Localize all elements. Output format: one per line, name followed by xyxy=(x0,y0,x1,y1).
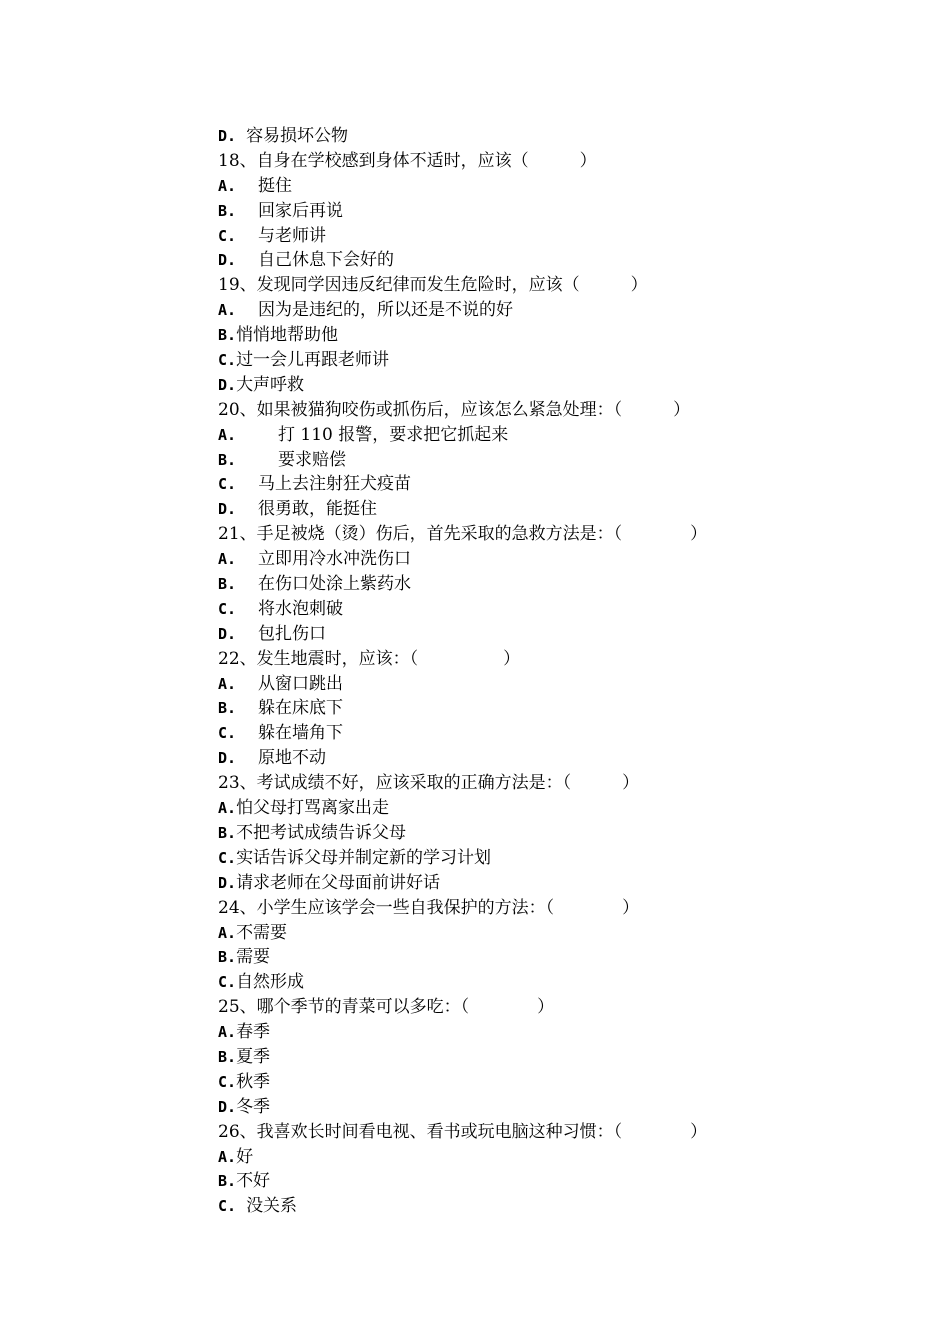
option-letter: A. xyxy=(218,799,237,818)
option-text: 自己休息下会好的 xyxy=(258,250,394,271)
option-text: 躲在墙角下 xyxy=(258,723,343,744)
option-line xyxy=(218,721,838,746)
option-letter: C. xyxy=(218,724,237,743)
option-letter: D. xyxy=(218,749,237,768)
option-letter: C. xyxy=(218,599,237,618)
option-line xyxy=(218,224,838,249)
option-line xyxy=(218,970,838,995)
option-text: 挺住 xyxy=(258,175,292,196)
option-line xyxy=(218,597,838,622)
option-letter: B. xyxy=(218,948,237,967)
option-line xyxy=(218,174,838,199)
option-text: 实话告诉父母并制定新的学习计划 xyxy=(236,847,492,868)
option-text: 回家后再说 xyxy=(258,200,343,221)
question-line: 26、我喜欢长时间看电视、看书或玩电脑这种习惯：（ ） xyxy=(218,1121,708,1142)
option-line xyxy=(218,124,838,149)
option-text: 悄悄地帮助他 xyxy=(236,325,339,346)
option-line xyxy=(218,298,838,323)
option-letter: B. xyxy=(218,450,237,469)
option-text: 冬季 xyxy=(236,1096,271,1117)
option-letter: A. xyxy=(218,1147,237,1166)
question-line: 22、发生地震时，应该：（ ） xyxy=(218,648,521,669)
question-line: 23、考试成绩不好，应该采取的正确方法是：（ ） xyxy=(218,773,640,794)
option-line xyxy=(218,796,838,821)
option-text: 将水泡刺破 xyxy=(258,598,343,619)
option-text: 要求赔偿 xyxy=(278,449,346,470)
option-letter: C. xyxy=(218,1197,237,1216)
option-line xyxy=(218,1070,838,1095)
option-text: 春季 xyxy=(236,1022,271,1043)
option-text: 夏季 xyxy=(236,1046,271,1067)
option-line xyxy=(218,921,838,946)
option-text: 容易损坏公物 xyxy=(246,126,349,146)
option-text: 与老师讲 xyxy=(258,225,326,246)
option-letter: C. xyxy=(218,475,237,494)
option-text: 需要 xyxy=(236,947,271,968)
option-line xyxy=(218,497,838,522)
option-line xyxy=(218,248,838,273)
option-line xyxy=(218,871,838,896)
option-letter: D. xyxy=(218,127,237,145)
option-letter: C. xyxy=(218,351,237,370)
option-line xyxy=(218,423,838,448)
option-line xyxy=(218,448,838,473)
option-letter: C. xyxy=(218,973,237,992)
option-letter: A. xyxy=(218,176,237,195)
option-text: 秋季 xyxy=(236,1071,271,1092)
question-line: 25、哪个季节的青菜可以多吃：（ ） xyxy=(218,997,555,1018)
option-text: 在伤口处涂上紫药水 xyxy=(258,574,411,595)
option-line xyxy=(218,945,838,970)
option-letter: C. xyxy=(218,848,237,867)
question-line: 19、发现同学因违反纪律而发生危险时，应该（ ） xyxy=(218,275,648,296)
option-letter: B. xyxy=(218,823,237,842)
option-text: 怕父母打骂离家出走 xyxy=(236,798,390,819)
option-line xyxy=(218,672,838,697)
option-letter: B. xyxy=(218,699,237,718)
option-text: 很勇敢，能挺住 xyxy=(258,499,377,520)
option-line xyxy=(218,348,838,373)
option-line xyxy=(218,323,838,348)
option-text: 好 xyxy=(236,1146,254,1167)
option-text: 自然形成 xyxy=(236,972,305,993)
option-letter: B. xyxy=(218,326,237,345)
option-letter: A. xyxy=(218,1023,237,1042)
option-line xyxy=(218,1169,838,1194)
option-line xyxy=(218,1145,838,1170)
option-line xyxy=(218,696,838,721)
option-text: 从窗口跳出 xyxy=(258,673,343,694)
option-letter: B. xyxy=(218,575,237,594)
question-line: 21、手足被烧（烫）伤后，首先采取的急救方法是：（ ） xyxy=(218,524,708,545)
option-text: 马上去注射狂犬疫苗 xyxy=(258,474,411,495)
option-line xyxy=(218,622,838,647)
document-page xyxy=(218,124,838,1219)
option-text: 不好 xyxy=(236,1171,271,1192)
option-letter: A. xyxy=(218,301,237,320)
option-line xyxy=(218,572,838,597)
option-letter: C. xyxy=(218,226,237,245)
option-letter: D. xyxy=(218,500,237,519)
option-letter: D. xyxy=(218,251,237,270)
option-line xyxy=(218,1045,838,1070)
option-line xyxy=(218,821,838,846)
option-letter: A. xyxy=(218,425,237,444)
option-letter: A. xyxy=(218,923,237,942)
option-line xyxy=(218,199,838,224)
option-letter: B. xyxy=(218,1172,237,1191)
option-text: 打 110 报警，要求把它抓起来 xyxy=(278,424,509,445)
question-line: 24、小学生应该学会一些自我保护的方法：（ ） xyxy=(218,897,640,918)
option-text: 请求老师在父母面前讲好话 xyxy=(236,872,441,893)
option-line xyxy=(218,846,838,871)
option-text: 大声呼救 xyxy=(236,374,305,395)
option-letter: D. xyxy=(218,873,237,892)
option-text: 躲在床底下 xyxy=(258,698,343,719)
option-line xyxy=(218,746,838,771)
option-letter: D. xyxy=(218,375,237,394)
option-letter: D. xyxy=(218,624,237,643)
option-line xyxy=(218,1095,838,1120)
option-letter: C. xyxy=(218,1072,237,1091)
option-line xyxy=(218,1020,838,1045)
option-letter: A. xyxy=(218,674,237,693)
option-text: 因为是违纪的，所以还是不说的好 xyxy=(258,300,513,321)
option-line xyxy=(218,1194,838,1219)
option-letter: B. xyxy=(218,201,237,220)
option-letter: D. xyxy=(218,1097,237,1116)
option-text: 不把考试成绩告诉父母 xyxy=(236,822,407,843)
option-letter: B. xyxy=(218,1047,237,1066)
option-line xyxy=(218,373,838,398)
option-text: 过一会儿再跟老师讲 xyxy=(236,350,390,371)
question-line: 18、自身在学校感到身体不适时，应该（ ） xyxy=(218,150,597,171)
option-text: 不需要 xyxy=(236,922,288,943)
question-line: 20、如果被猫狗咬伤或抓伤后，应该怎么紧急处理：（ ） xyxy=(218,399,691,420)
option-line xyxy=(218,472,838,497)
option-text: 包扎伤口 xyxy=(258,623,326,644)
option-letter: A. xyxy=(218,550,237,569)
option-text: 没关系 xyxy=(246,1196,298,1217)
option-line xyxy=(218,547,838,572)
option-text: 立即用冷水冲洗伤口 xyxy=(258,549,411,570)
option-text: 原地不动 xyxy=(258,748,326,769)
